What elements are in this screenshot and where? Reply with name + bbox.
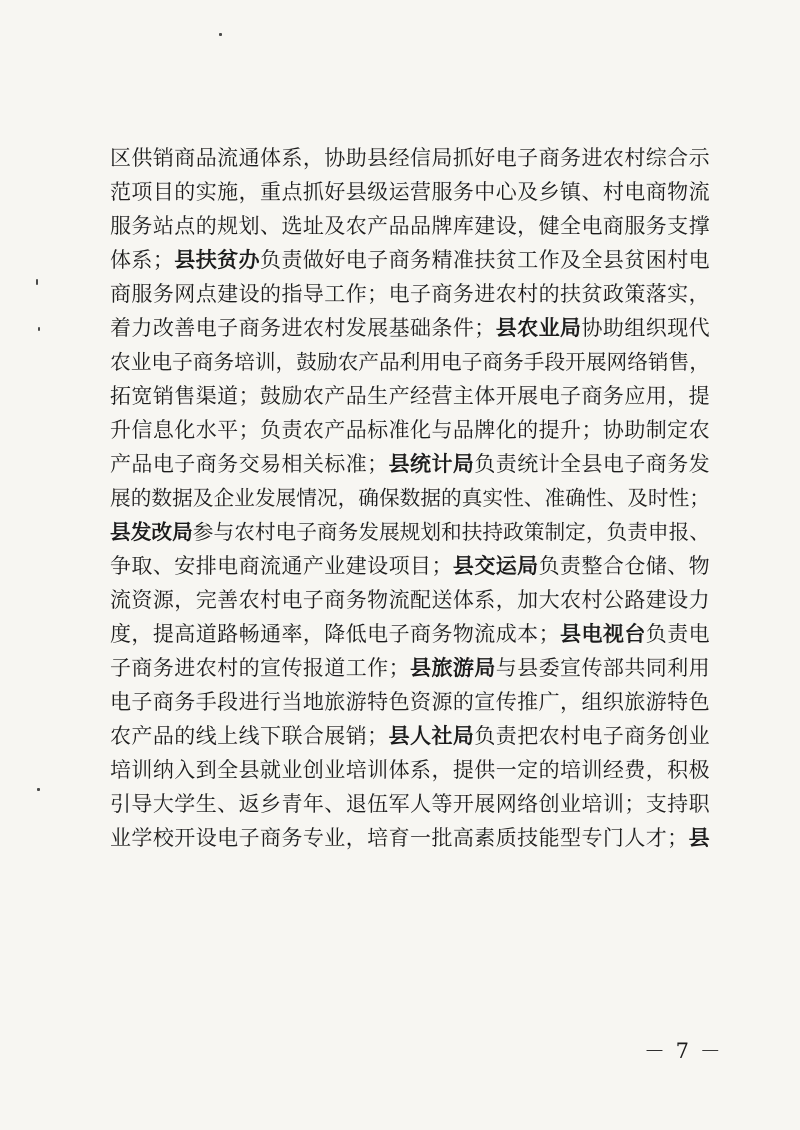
text-segment: 服务站点的规划、选址及农产品品牌库建设，健全电商服务支撑: [110, 214, 711, 238]
text-line: [110, 481, 710, 515]
text-line: [110, 447, 710, 481]
text-segment: 子商务进农村的宣传报道工作；: [110, 656, 411, 680]
text-segment: 拓宽销售渠道；鼓励农产品生产经营主体开展电子商务应用，提: [110, 384, 711, 408]
text-line: [110, 583, 710, 617]
text-line: [110, 209, 710, 243]
page-number: － 7 －: [644, 1039, 723, 1063]
text-segment: 农业电子商务培训，鼓励农产品利用电子商务手段开展网络销售，: [110, 350, 710, 374]
text-line: [110, 515, 710, 549]
text-line: [110, 685, 710, 719]
text-line: [110, 787, 710, 821]
text-segment: 体系；: [110, 248, 175, 272]
text-line: [110, 243, 710, 277]
text-line: [110, 413, 710, 447]
text-segment: 负责整合仓储、物: [538, 554, 711, 578]
department-name: 县电视台: [560, 622, 646, 646]
text-segment: 范项目的实施，重点抓好县级运营服务中心及乡镇、村电商物流: [110, 180, 711, 204]
text-segment: 流资源，完善农村电子商务物流配送体系，加大农村公路建设力: [110, 588, 711, 612]
text-segment: 负责统计全县电子商务发: [474, 452, 711, 476]
text-segment: 升信息化水平；负责农产品标准化与品牌化的提升；协助制定农: [110, 418, 711, 442]
text-segment: 引导大学生、返乡青年、退伍军人等开展网络创业培训；支持职: [110, 792, 711, 816]
text-line: [110, 753, 710, 787]
text-segment: 与县委宣传部共同利用: [495, 656, 711, 680]
text-segment: 参与农村电子商务发展规划和扶持政策制定，负责申报、: [192, 520, 710, 544]
department-name: 县旅游局: [410, 656, 496, 680]
body-text: [110, 141, 710, 855]
text-line: [110, 617, 710, 651]
text-line: [110, 821, 710, 855]
text-segment: 展的数据及企业发展情况，确保数据的真实性、准确性、及时性；: [110, 486, 710, 510]
text-segment: 电子商务手段进行当地旅游特色资源的宣传推广，组织旅游特色: [110, 690, 711, 714]
text-segment: 争取、安排电商流通产业建设项目；: [110, 554, 453, 578]
text-segment: 区供销商品流通体系，协助县经信局抓好电子商务进农村综合示: [110, 146, 711, 170]
text-line: [110, 719, 710, 753]
text-segment: 商服务网点建设的指导工作；电子商务进农村的扶贫政策落实，: [110, 282, 711, 306]
text-line: [110, 311, 710, 345]
text-line: [110, 549, 710, 583]
text-line: [110, 277, 710, 311]
text-segment: 负责做好电子商务精准扶贫工作及全县贫困村电: [260, 248, 711, 272]
text-segment: 培训纳入到全县就业创业培训体系，提供一定的培训经费，积极: [110, 758, 711, 782]
text-line: [110, 345, 710, 379]
text-line: [110, 175, 710, 209]
text-segment: 农产品的线上线下联合展销；: [110, 724, 389, 748]
text-line: [110, 379, 710, 413]
text-segment: 着力改善电子商务进农村发展基础条件；: [110, 316, 496, 340]
department-name: 县扶贫办: [174, 248, 261, 272]
text-segment: 协助组织现代: [581, 316, 711, 340]
department-name: 县发改局: [110, 520, 193, 544]
department-name: 县交运局: [452, 554, 539, 578]
text-segment: 产品电子商务交易相关标准；: [110, 452, 389, 476]
text-line: [110, 651, 710, 685]
department-name: 县农业局: [495, 316, 582, 340]
department-name: 县人社局: [388, 724, 475, 748]
department-name: 县统计局: [388, 452, 475, 476]
department-name: 县: [688, 826, 711, 850]
text-line: [110, 141, 710, 175]
text-segment: 负责电: [645, 622, 711, 646]
text-segment: 业学校开设电子商务专业，培育一批高素质技能型专门人才；: [110, 826, 689, 850]
text-segment: 负责把农村电子商务创业: [474, 724, 711, 748]
text-segment: 度，提高道路畅通率，降低电子商务物流成本；: [110, 622, 561, 646]
